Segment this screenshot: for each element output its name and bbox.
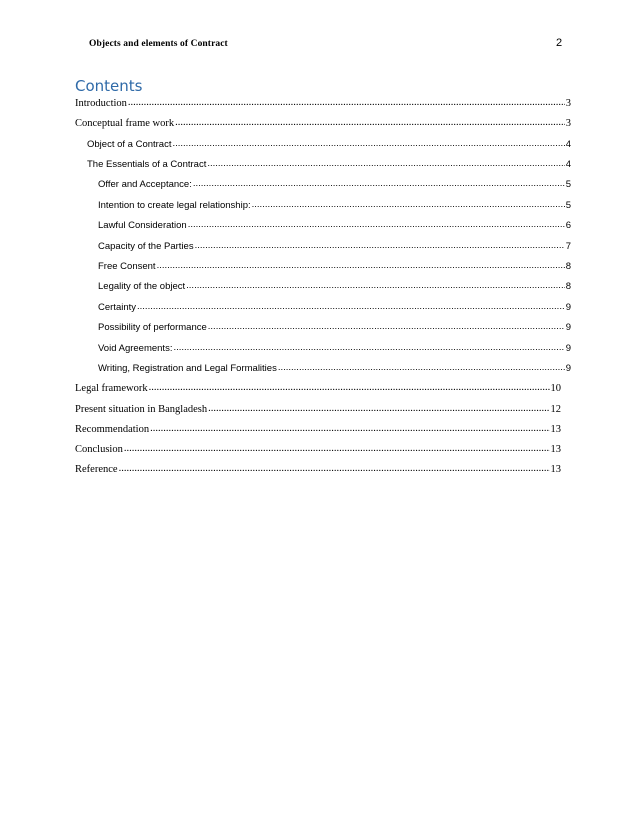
toc-entry-page: 8 (565, 261, 571, 272)
toc-entry-title: Certainty (98, 302, 137, 313)
toc-dot-leader (173, 341, 564, 355)
toc-entry-page: 3 (565, 118, 571, 129)
toc-entry-page: 9 (565, 302, 571, 313)
toc-entry-title: Conclusion (75, 444, 123, 455)
toc-entry-page: 13 (550, 464, 561, 475)
toc-entry-conclusion[interactable] (75, 443, 561, 457)
toc-entry-capacity-of-parties[interactable] (98, 240, 571, 254)
toc-entry-writing-registration[interactable] (98, 362, 571, 376)
toc-entry-page: 8 (565, 281, 571, 292)
toc-dot-leader (208, 320, 565, 334)
toc-entry-title: Legality of the object (98, 281, 186, 292)
toc-entry-possibility-of-performance[interactable] (98, 321, 571, 335)
toc-entry-page: 9 (565, 363, 571, 374)
toc-heading: Contents (75, 77, 143, 95)
toc-entry-present-situation-bangladesh[interactable] (75, 403, 561, 417)
toc-entry-page: 4 (565, 139, 571, 150)
toc-entry-title: Intention to create legal relationship: (98, 200, 251, 211)
toc-entry-page: 13 (550, 424, 561, 435)
toc-dot-leader (137, 300, 565, 314)
toc-entry-reference[interactable] (75, 463, 561, 477)
toc-entry-title: Possibility of performance (98, 322, 207, 333)
toc-entry-page: 10 (550, 383, 561, 394)
toc-entry-legality-of-object[interactable] (98, 280, 571, 294)
toc-entry-lawful-consideration[interactable] (98, 219, 571, 233)
toc-dot-leader (186, 279, 565, 293)
toc-dot-leader (195, 239, 565, 253)
toc-entry-title: Void Agreements: (98, 343, 173, 354)
toc-entry-title: The Essentials of a Contract (87, 159, 207, 170)
toc-dot-leader (252, 198, 565, 212)
toc-dot-leader (150, 422, 549, 436)
page-number: 2 (556, 37, 563, 49)
toc-entry-title: Introduction (75, 98, 127, 109)
toc-dot-leader (188, 218, 565, 232)
toc-entry-free-consent[interactable] (98, 260, 571, 274)
toc-entry-intention-legal-relationship[interactable] (98, 199, 571, 213)
toc-dot-leader (175, 116, 565, 130)
toc-entry-page: 5 (565, 179, 571, 190)
toc-entry-title: Recommendation (75, 424, 150, 435)
toc-entry-recommendation[interactable] (75, 423, 561, 437)
toc-entry-page: 5 (565, 200, 571, 211)
toc-entry-title: Lawful Consideration (98, 220, 187, 231)
toc-dot-leader (119, 462, 550, 476)
toc-entry-page: 13 (550, 444, 561, 455)
toc-entry-title: Offer and Acceptance: (98, 179, 192, 190)
toc-dot-leader (172, 137, 564, 151)
toc-dot-leader (193, 177, 565, 191)
toc-dot-leader (207, 157, 564, 171)
toc-entry-page: 6 (565, 220, 571, 231)
toc-entry-essentials-of-contract[interactable] (87, 158, 571, 172)
toc-entry-page: 9 (565, 343, 571, 354)
toc-entry-page: 3 (565, 98, 571, 109)
toc-entry-title: Object of a Contract (87, 139, 172, 150)
toc-entry-legal-framework[interactable] (75, 382, 561, 396)
toc-dot-leader (124, 442, 550, 456)
toc-dot-leader (278, 361, 565, 375)
toc-entry-title: Conceptual frame work (75, 118, 175, 129)
running-header-title: Objects and elements of Contract (89, 39, 228, 49)
toc-entry-page: 4 (565, 159, 571, 170)
toc-entry-object-of-contract[interactable] (87, 138, 571, 152)
toc-dot-leader (208, 402, 549, 416)
toc-entry-title: Reference (75, 464, 118, 475)
toc-entry-title: Present situation in Bangladesh (75, 404, 208, 415)
toc-entry-void-agreements[interactable] (98, 342, 571, 356)
toc-entry-page: 7 (565, 241, 571, 252)
toc-entry-page: 12 (550, 404, 561, 415)
toc-entry-title: Capacity of the Parties (98, 241, 194, 252)
toc-entry-page: 9 (565, 322, 571, 333)
toc-dot-leader (128, 96, 565, 110)
toc-entry-conceptual-frame-work[interactable] (75, 117, 571, 131)
toc-dot-leader (157, 259, 565, 273)
toc-dot-leader (149, 381, 550, 395)
toc-entry-introduction[interactable] (75, 97, 571, 111)
toc-entry-title: Free Consent (98, 261, 156, 272)
toc-entry-offer-and-acceptance[interactable] (98, 178, 571, 192)
toc-entry-certainty[interactable] (98, 301, 571, 315)
toc-entry-title: Writing, Registration and Legal Formalities (98, 363, 277, 374)
toc-entry-title: Legal framework (75, 383, 148, 394)
